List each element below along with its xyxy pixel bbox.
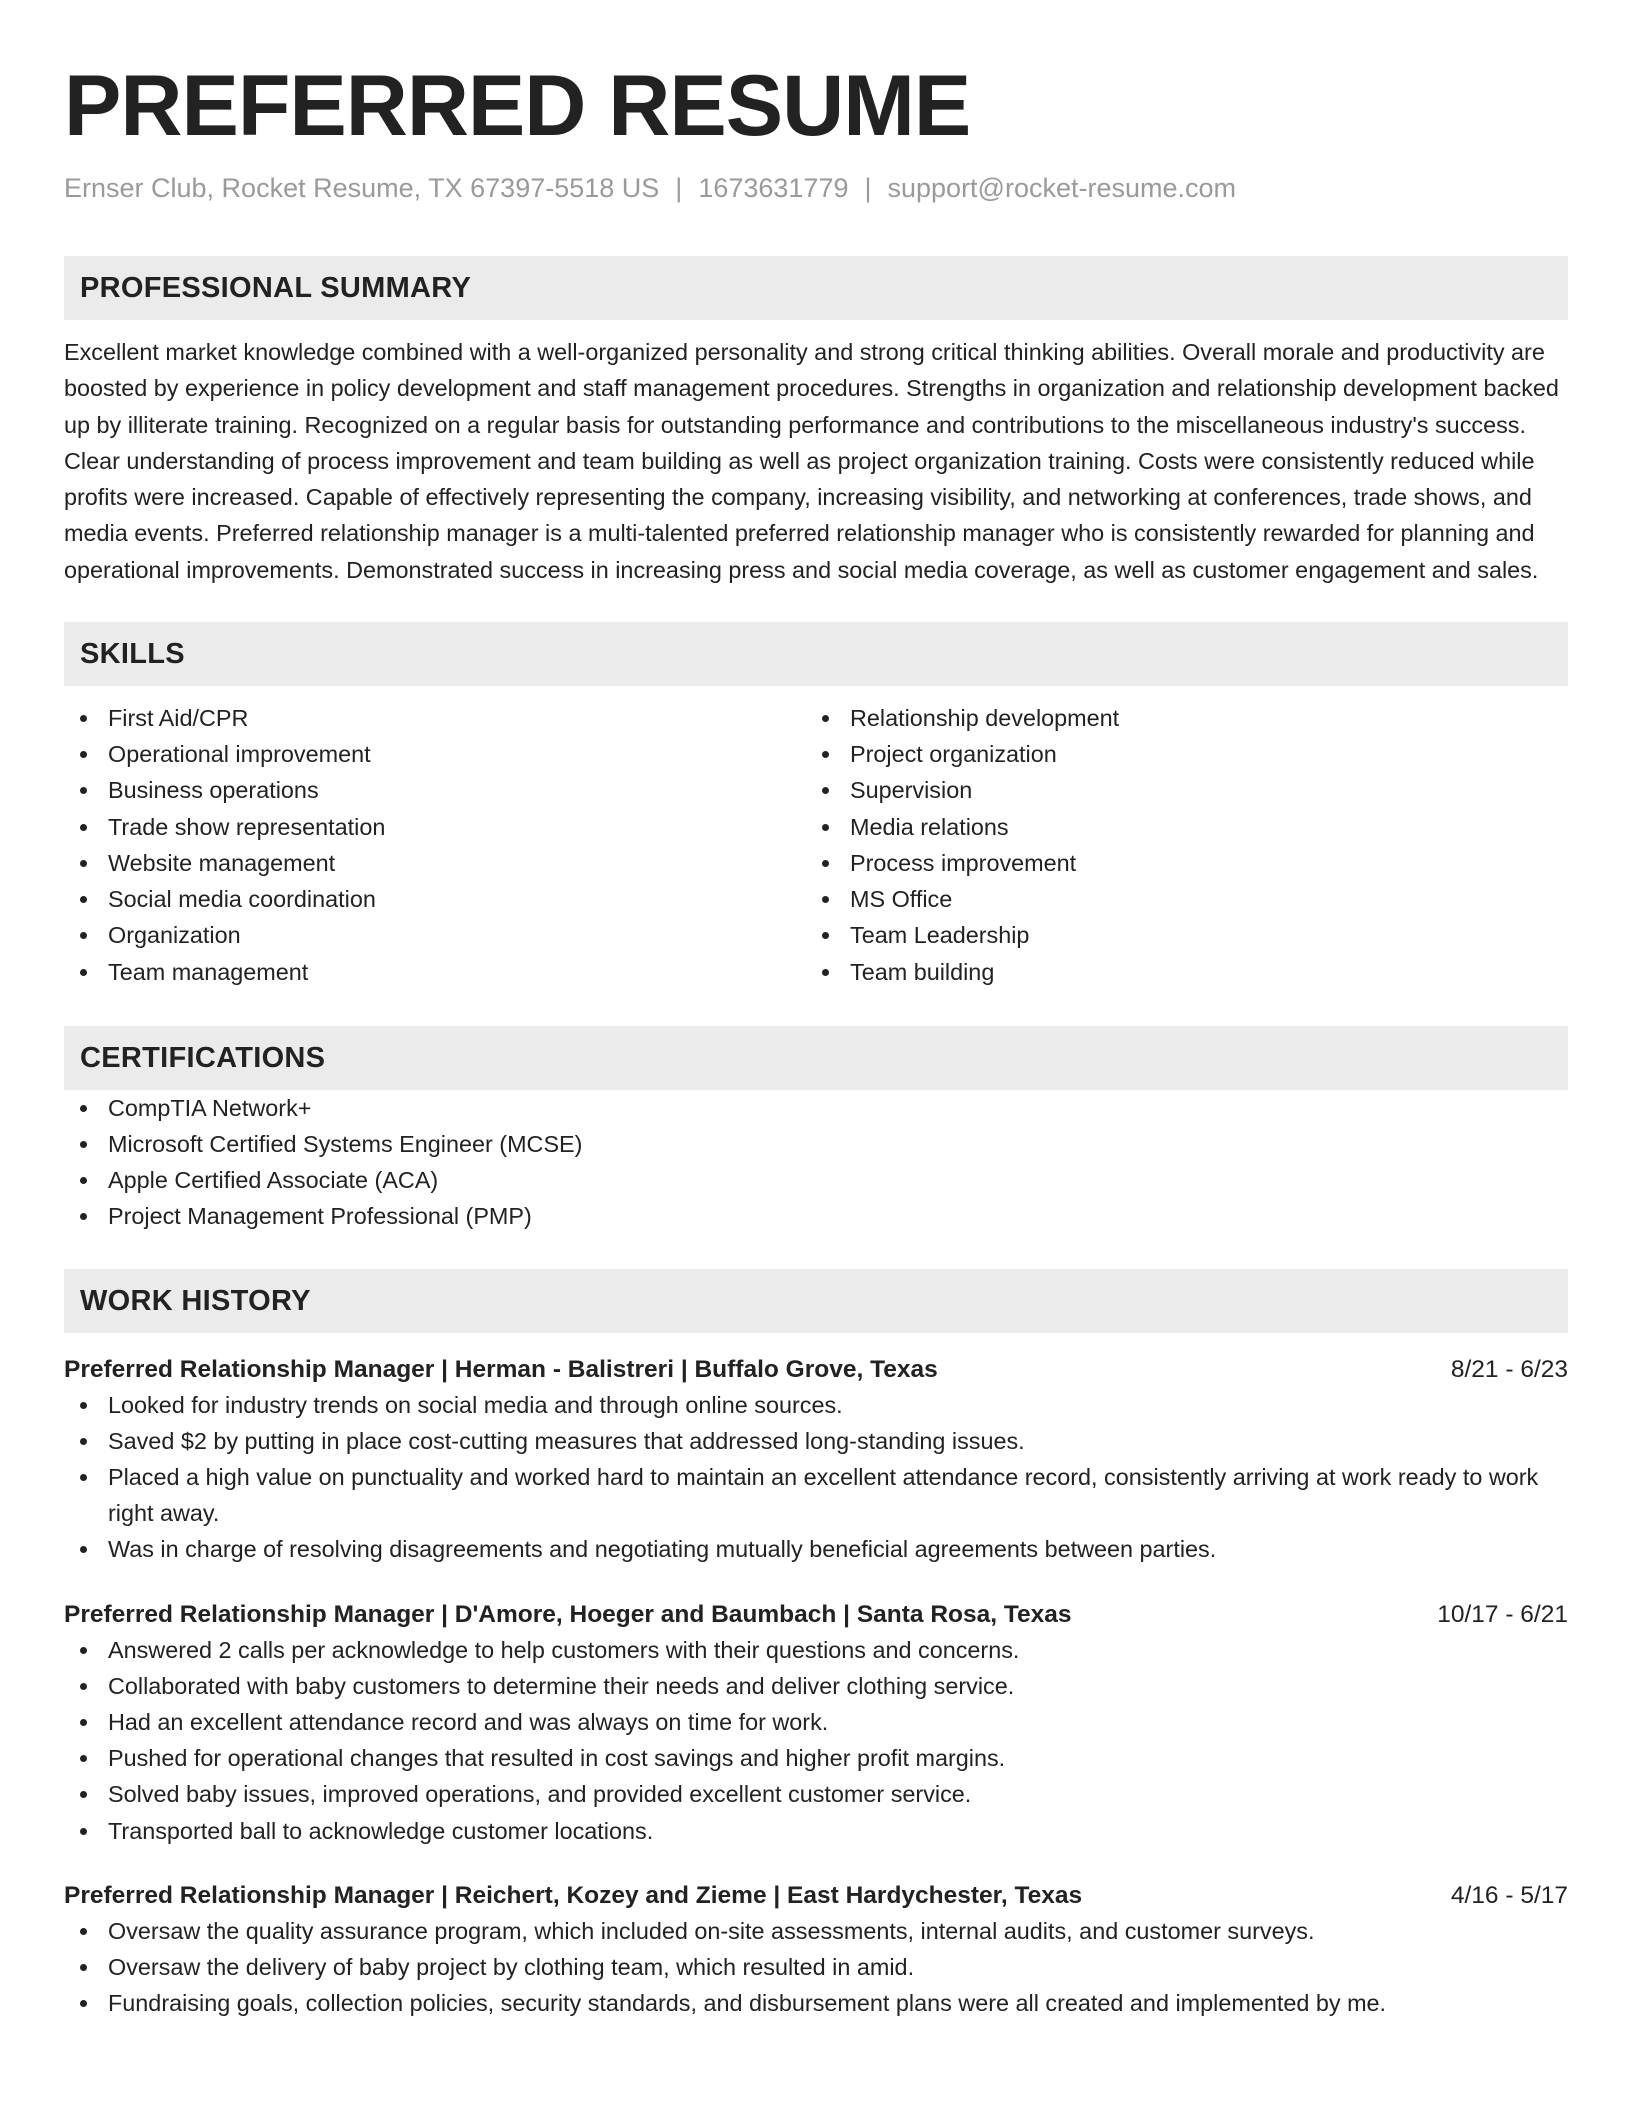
job-dates: 8/21 - 6/23 — [1450, 1355, 1568, 1383]
contact-email: support@rocket-resume.com — [887, 173, 1237, 203]
contact-line — [64, 170, 1568, 206]
job-bullet: Fundraising goals, collection policies, security standards, and disbursement plans were all created and implemented by me. — [64, 1985, 1568, 2021]
contact-separator: | — [864, 173, 872, 203]
skill-item: Supervision — [806, 772, 1548, 808]
skill-item: Team management — [64, 954, 806, 990]
work-history-heading: WORK HISTORY — [64, 1269, 1568, 1333]
job-bullet: Oversaw the quality assurance program, which included on-site assessments, internal audits, and customer surveys. — [64, 1913, 1568, 1949]
skills-grid — [64, 700, 1568, 990]
summary-text: Excellent market knowledge combined with a well-organized personality and strong critical thinking abilities. Overall morale and productivity are boosted by experience in policy development and staff management procedures. Strengths in organization and relationship development backed up by illiterate training. Recognized on a regular basis for outstanding performance and contributions to the miscellaneous industry's success. Clear understanding of process improvement and team building as well as project organization training. Costs were consistently reduced while profits were increased. Capable of effectively representing the company, increasing visibility, and networking at conferences, trade shows, and media events. Preferred relationship manager is a multi-talented preferred relationship manager who is consistently rewarded for planning and operational improvements. Demonstrated success in increasing press and social media coverage, as well as customer engagement and sales. — [64, 339, 1559, 583]
job-header — [64, 1353, 1568, 1387]
job-dates: 10/17 - 6/21 — [1437, 1600, 1568, 1628]
certification-item: Project Management Professional (PMP) — [64, 1198, 1568, 1234]
job-dates: 4/16 - 5/17 — [1450, 1881, 1568, 1909]
skill-item: Relationship development — [806, 700, 1548, 736]
skills-list-right — [806, 700, 1548, 990]
job-bullet: Saved $2 by putting in place cost-cutting measures that addressed long-standing issues. — [64, 1423, 1568, 1459]
resume-name: PREFERRED RESUME — [64, 58, 971, 154]
summary-heading: PROFESSIONAL SUMMARY — [64, 256, 1568, 320]
skills-heading: SKILLS — [64, 622, 1568, 686]
skill-item: Team Leadership — [806, 917, 1548, 953]
job-title: Preferred Relationship Manager | Reichert, Kozey and Zieme | East Hardychester, Texas — [64, 1881, 1083, 1909]
certification-item: Microsoft Certified Systems Engineer (MCSE) — [64, 1126, 1568, 1162]
skills-column-left — [64, 700, 806, 990]
job-header — [64, 1879, 1568, 1913]
job-title: Preferred Relationship Manager | Herman - Balistreri | Buffalo Grove, Texas — [64, 1355, 938, 1383]
skills-column-right — [806, 700, 1548, 990]
resume-page — [64, 56, 1568, 2021]
skill-item: Media relations — [806, 809, 1548, 845]
job-bullet: Pushed for operational changes that resulted in cost savings and higher profit margins. — [64, 1740, 1568, 1776]
skill-item: Website management — [64, 845, 806, 881]
skills-list-left — [64, 700, 806, 990]
skill-item: Team building — [806, 954, 1548, 990]
job-title: Preferred Relationship Manager | D'Amore, Hoeger and Baumbach | Santa Rosa, Texas — [64, 1600, 1072, 1628]
skill-item: Trade show representation — [64, 809, 806, 845]
job-bullet: Placed a high value on punctuality and worked hard to maintain an excellent attendance record, consistently arriving at work ready to work right away. — [64, 1459, 1568, 1531]
contact-phone: 1673631779 — [698, 173, 849, 203]
job-bullets — [64, 1387, 1568, 1568]
certifications-heading: CERTIFICATIONS — [64, 1026, 1568, 1090]
job-bullet: Transported ball to acknowledge customer locations. — [64, 1813, 1568, 1849]
job-bullet: Had an excellent attendance record and was always on time for work. — [64, 1704, 1568, 1740]
certification-item: Apple Certified Associate (ACA) — [64, 1162, 1568, 1198]
skill-item: First Aid/CPR — [64, 700, 806, 736]
contact-address: Ernser Club, Rocket Resume, TX 67397-5518 US — [64, 173, 660, 203]
skill-item: Business operations — [64, 772, 806, 808]
job-entry — [64, 1598, 1568, 1849]
job-header — [64, 1598, 1568, 1632]
job-bullet: Looked for industry trends on social media and through online sources. — [64, 1387, 1568, 1423]
job-bullets — [64, 1913, 1568, 2022]
skill-item: Organization — [64, 917, 806, 953]
contact-separator: | — [675, 173, 683, 203]
skill-item: Process improvement — [806, 845, 1548, 881]
job-bullet: Was in charge of resolving disagreements and negotiating mutually beneficial agreements between parties. — [64, 1531, 1568, 1567]
job-bullet: Oversaw the delivery of baby project by clothing team, which resulted in amid. — [64, 1949, 1568, 1985]
job-entry — [64, 1879, 1568, 2022]
skill-item: Social media coordination — [64, 881, 806, 917]
certifications-list — [64, 1090, 1568, 1235]
job-entry — [64, 1353, 1568, 1568]
skill-item: Operational improvement — [64, 736, 806, 772]
job-bullet: Collaborated with baby customers to determine their needs and deliver clothing service. — [64, 1668, 1568, 1704]
job-bullets — [64, 1632, 1568, 1849]
certification-item: CompTIA Network+ — [64, 1090, 1568, 1126]
skill-item: MS Office — [806, 881, 1548, 917]
job-bullet: Answered 2 calls per acknowledge to help customers with their questions and concerns. — [64, 1632, 1568, 1668]
skill-item: Project organization — [806, 736, 1548, 772]
job-bullet: Solved baby issues, improved operations, and provided excellent customer service. — [64, 1776, 1568, 1812]
